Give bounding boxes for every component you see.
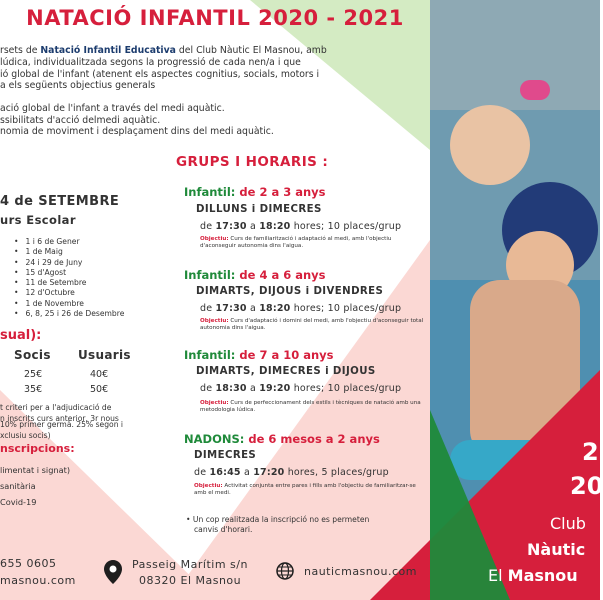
price-usuaris-2: 50€ — [90, 384, 109, 395]
prices-note: t criteri per a l'adjudicació de n inscrits curs anterior, 3r nous — [0, 403, 119, 423]
holiday-item: • 15 d'Agost — [14, 268, 124, 278]
intro-text: rsets de Natació Infantil Educativa del Club Nàutic El Masnou, amb lúdica, individualitzada segons la progressió de cada nen/a i que ió global de l'infant (atenent els aspectes cognitius, socials, motors i a els següents objectius generals — [0, 45, 327, 92]
website-link[interactable]: nauticmasnou.com — [304, 565, 417, 578]
page-title: NATACIÓ INFANTIL 2020 - 2021 — [26, 6, 404, 30]
usuaris-column-header: Usuaris — [78, 348, 131, 362]
group-schedule: de 17:30 a 18:20 hores; 10 places/grup — [200, 303, 402, 314]
address-line-1: Passeig Marítim s/n — [132, 558, 248, 571]
holiday-item: • 11 de Setembre — [14, 278, 124, 288]
group-title-infantil-4-6: Infantil: de 4 a 6 anys — [184, 268, 326, 282]
group-days: DIMARTS, DIMECRES i DIJOUS — [196, 366, 376, 377]
grups-heading: GRUPS I HORARIS : — [176, 154, 329, 170]
inscripcio-item: sanitària — [0, 481, 36, 491]
inscripcio-item: Covid-19 — [0, 497, 37, 507]
holiday-item: • 1 de Maig — [14, 247, 124, 257]
group-objective: Objectiu: Activitat conjunta entre pares i fills amb l'objectiu de familiaritzar-se amb el medi. — [194, 483, 416, 497]
group-schedule: de 18:30 a 19:20 hores; 10 places/grup — [200, 383, 402, 394]
course-label: urs Escolar — [0, 213, 76, 227]
inscripcions-list — [0, 462, 70, 510]
prices-heading: sual): — [0, 328, 42, 343]
group-objective: Objectiu: Curs de perfeccionament dels estils i tècniques de natació amb una metodologia lúdica. — [200, 400, 421, 414]
location-pin-icon — [104, 560, 122, 584]
club-line-2: Nàutic — [527, 540, 586, 559]
group-title-infantil-2-3: Infantil: de 2 a 3 anys — [184, 185, 326, 199]
inscripcions-heading: nscripcions: — [0, 442, 75, 455]
group-title-nadons: NADONS: de 6 mesos a 2 anys — [184, 432, 380, 446]
holiday-item: • 24 i 29 de Juny — [14, 258, 124, 268]
holidays-list — [14, 237, 124, 319]
group-schedule: de 16:45 a 17:20 hores, 5 places/grup — [194, 467, 389, 478]
club-line-1: Club — [550, 514, 586, 533]
contact-email[interactable]: masnou.com — [0, 574, 76, 587]
goal-item: ssibilitats d'acció delmedi aquàtic. — [0, 114, 161, 126]
inscripcio-item: limentat i signat) — [0, 465, 71, 475]
group-days: DILLUNS i DIMECRES — [196, 204, 322, 215]
holiday-item: • 1 i 6 de Gener — [14, 237, 124, 247]
year-fragment-1: 2 — [582, 438, 599, 466]
club-line-3: El Masnou — [488, 566, 578, 585]
price-usuaris-1: 40€ — [90, 369, 109, 380]
goal-item: ació global de l'infant a través del medi aquàtic. — [0, 103, 225, 114]
group-objective: Objectiu: Curs de familiarització i adaptació al medi, amb l'objectiu d'aconseguir autonomia dins l'aigua. — [200, 236, 392, 250]
group-days: DIMECRES — [194, 450, 257, 461]
socis-column-header: Socis — [14, 348, 51, 362]
holiday-item: • 6, 8, 25 i 26 de Desembre — [14, 309, 124, 319]
goal-item: nomia de moviment i desplaçament dins del medi aquàtic. — [0, 126, 274, 137]
discount-note: 10% primer germà. 25% segon i xclusiu socis) — [0, 420, 124, 440]
holiday-item: • 12 d'Octubre — [14, 288, 124, 298]
goals-list — [0, 103, 274, 138]
group-days: DIMARTS, DIJOUS i DIVENDRES — [196, 286, 384, 297]
address-line-2: 08320 El Masnou — [139, 574, 242, 587]
schedule-change-note: • Un cop realitzada la inscripció no es permeten canvis d'horari. — [186, 515, 370, 534]
contact-phone: 655 0605 — [0, 557, 57, 570]
price-socis-1: 25€ — [24, 369, 43, 380]
price-socis-2: 35€ — [24, 384, 43, 395]
globe-icon — [276, 562, 294, 580]
intro-bold-program: Natació Infantil Educativa — [40, 45, 176, 56]
holiday-item: • 1 de Novembre — [14, 299, 124, 309]
start-date: 4 de SETEMBRE — [0, 194, 120, 209]
year-fragment-2: 20 — [570, 472, 603, 500]
group-objective: Objectiu: Curs d'adaptació i domini del medi, amb l'objectiu d'aconseguir total autonomia dins l'aigua. — [200, 318, 424, 332]
group-title-infantil-7-10: Infantil: de 7 a 10 anys — [184, 348, 334, 362]
group-schedule: de 17:30 a 18:20 hores; 10 places/grup — [200, 221, 402, 232]
